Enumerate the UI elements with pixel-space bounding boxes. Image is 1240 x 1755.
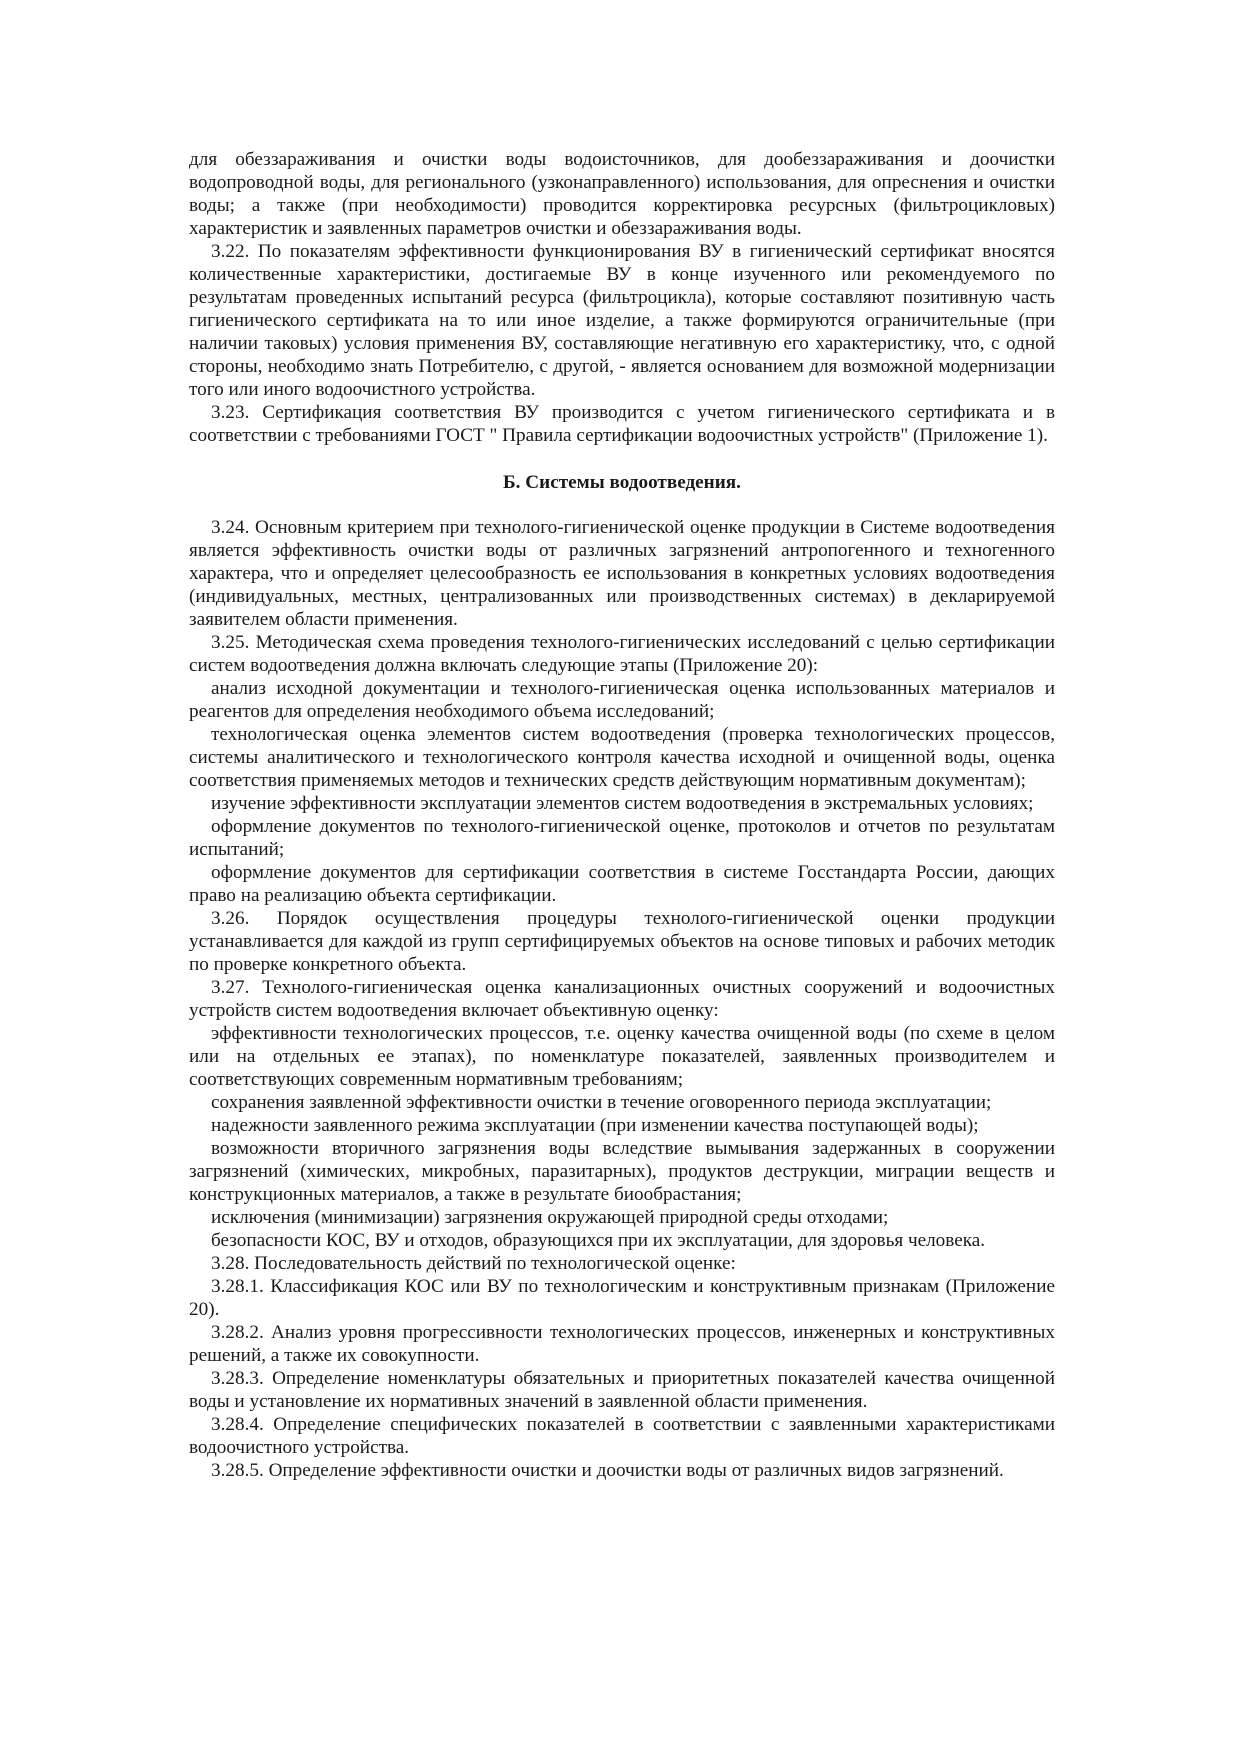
list-item: надежности заявленного режима эксплуатации (при изменении качества поступающей воды); [211, 1115, 979, 1136]
list-item: исключения (минимизации) загрязнения окружающей природной среды отходами; [211, 1207, 889, 1228]
paragraph-3-27: 3.27. Технолого-гигиеническая оценка канализационных очистных сооружений и водоочистных устройств систем водоотведения включает объективную оценку: [189, 977, 1055, 1021]
paragraph-3-26: 3.26. Порядок осуществления процедуры технолого-гигиенической оценки продукции устанавливается для каждой из групп сертифицируемых объектов на основе типовых и рабочих методик по проверке конкретного объекта. [189, 908, 1055, 975]
paragraph-3-24: 3.24. Основным критерием при технолого-гигиенической оценке продукции в Системе водоотведения является эффективность очистки воды от различных загрязнений антропогенного и техногенного характера, что и определяет целесообразность ее использования в конкретных условиях водоотведения (индивидуальных, местных, централизованных или производственных системах) в декларируемой заявителем области применения. [189, 517, 1055, 630]
paragraph-3-28-5: 3.28.5. Определение эффективности очистки и доочистки воды от различных видов загрязнений. [211, 1460, 1004, 1481]
section-heading: Б. Системы водоотведения. [503, 472, 741, 493]
paragraph-3-28: 3.28. Последовательность действий по технологической оценке: [211, 1253, 736, 1274]
paragraph-3-28-4: 3.28.4. Определение специфических показателей в соответствии с заявленными характеристиками водоочистного устройства. [189, 1414, 1055, 1458]
paragraph-3-28-1: 3.28.1. Классификация КОС или ВУ по технологическим и конструктивным признакам (Приложение 20). [189, 1276, 1055, 1320]
paragraph-3-25: 3.25. Методическая схема проведения технолого-гигиенических исследований с целью сертификации систем водоотведения должна включать следующие этапы (Приложение 20): [189, 632, 1055, 676]
paragraph-3-28-3: 3.28.3. Определение номенклатуры обязательных и приоритетных показателей качества очищенной воды и установление их нормативных значений в заявленной области применения. [189, 1368, 1055, 1412]
list-item: сохранения заявленной эффективности очистки в течение оговоренного периода эксплуатации; [211, 1092, 992, 1113]
list-item: оформление документов по технолого-гигиенической оценке, протоколов и отчетов по результатам испытаний; [189, 816, 1055, 860]
list-item: возможности вторичного загрязнения воды вследствие вымывания задержанных в сооружении загрязнений (химических, микробных, паразитарных), продуктов деструкции, миграции веществ и конструкционных материалов, а также в результате биообрастания; [189, 1138, 1055, 1205]
paragraph-3-22: 3.22. По показателям эффективности функционирования ВУ в гигиенический сертификат вносятся количественные характеристики, достигаемые ВУ в конце изученного или рекомендуемого по результатам проведенных испытаний ресурса (фильтроцикла), которые составляют позитивную часть гигиенического сертификата на то или иное изделие, а также формируются ограничительные (при наличии таковых) условия применения ВУ, составляющие негативную его характеристику, что, с одной стороны, необходимо знать Потребителю, с другой, - является основанием для возможной модернизации того или иного водоочистного устройства. [189, 241, 1055, 400]
list-item: анализ исходной документации и технолого-гигиеническая оценка использованных материалов и реагентов для определения необходимого объема исследований; [189, 678, 1055, 722]
list-item: изучение эффективности эксплуатации элементов систем водоотведения в экстремальных условиях; [211, 793, 1034, 814]
list-item: эффективности технологических процессов, т.е. оценку качества очищенной воды (по схеме в целом или на отдельных ее этапах), по номенклатуре показателей, заявленных производителем и соответствующих современным нормативным требованиям; [189, 1023, 1055, 1090]
list-item: технологическая оценка элементов систем водоотведения (проверка технологических процессов, системы аналитического и технологического контроля качества исходной и очищенной воды, оценка соответствия применяемых методов и технических средств действующим нормативным документам); [189, 724, 1055, 791]
paragraph-3-28-2: 3.28.2. Анализ уровня прогрессивности технологических процессов, инженерных и конструктивных решений, а также их совокупности. [189, 1322, 1055, 1366]
paragraph-3-23: 3.23. Сертификация соответствия ВУ производится с учетом гигиенического сертификата и в соответствии с требованиями ГОСТ " Правила сертификации водоочистных устройств" (Приложение 1). [189, 402, 1055, 446]
list-item: оформление документов для сертификации соответствия в системе Госстандарта России, дающих право на реализацию объекта сертификации. [189, 862, 1055, 906]
list-item: безопасности КОС, ВУ и отходов, образующихся при их эксплуатации, для здоровья человека. [211, 1230, 986, 1251]
document-page [189, 148, 1055, 1482]
paragraph-continuation: для обеззараживания и очистки воды водоисточников, для дообеззараживания и доочистки водопроводной воды, для регионального (узконаправленного) использования, для опреснения и очистки воды; а также (при необходимости) проводится корректировка ресурсных (фильтроцикловых) характеристик и заявленных параметров очистки и обеззараживания воды. [189, 149, 1055, 239]
